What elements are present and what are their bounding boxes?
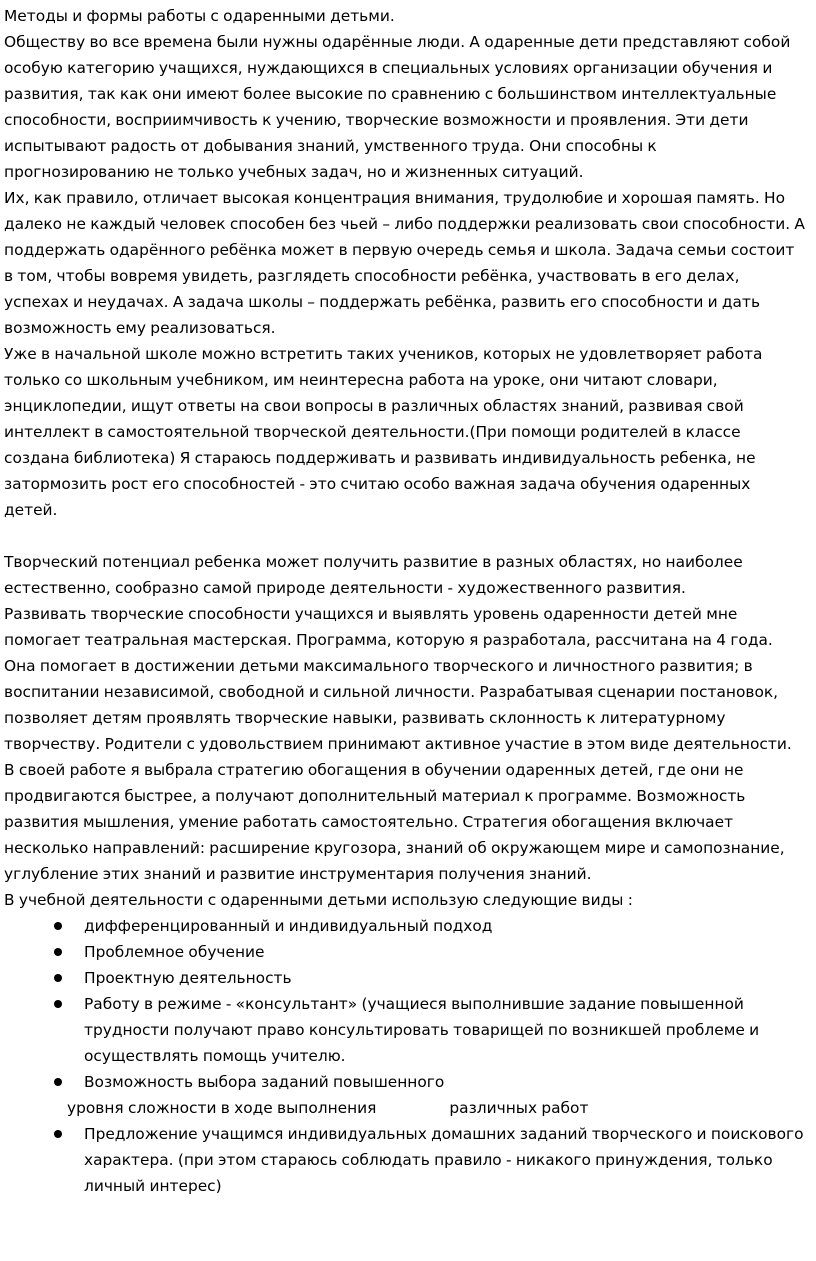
bullet-icon [54, 1000, 62, 1008]
list-item-text: Проектную деятельность [84, 969, 292, 987]
list-item-text: Проблемное обучение [84, 943, 265, 961]
paragraph-8: В учебной деятельности с одаренными детьми использую следующие виды : [4, 891, 633, 909]
bullet-icon [54, 1078, 62, 1086]
list-item [84, 939, 806, 965]
list-item [84, 1121, 806, 1199]
list-item-text: дифференцированный и индивидуальный подход [84, 917, 493, 935]
list-item [84, 913, 806, 939]
bullet-icon [54, 948, 62, 956]
paragraph-1: Обществу во все времена были нужны одарённые люди. А одаренные дети представляют собой особую категорию учащихся, нуждающихся в специальных условиях организации обучения и развития, так как они имеют более высокие по сравнению с большинством интеллектуальные способности, восприимчивость к учению, творческие возможности и проявления. Эти дети испытывают радость от добывания знаний, умственного труда. Они способны к прогнозированию не только учебных задач, но и жизненных ситуаций. [4, 33, 791, 181]
bullet-icon [54, 974, 62, 982]
document-title: Методы и формы работы с одаренными детьми. [4, 7, 395, 25]
paragraph-4: Творческий потенциал ребенка может получить развитие в разных областях, но наиболее естественно, сообразно самой природе деятельности - художественного развития. [4, 553, 743, 597]
bullet-icon [54, 922, 62, 930]
methods-list [4, 913, 806, 1199]
paragraph-3: Уже в начальной школе можно встретить таких учеников, которых не удовлетворяет работа только со школьным учебником, им неинтересна работа на уроке, они читают словари, энциклопедии, ищут ответы на свои вопросы в различных областях знаний, развивая свой интеллект в самостоятельной творческой деятельности.(При помощи родителей в классе создана библиотека) Я стараюсь поддерживать и развивать индивидуальность ребенка, не затормозить рост его способностей - это считаю особо важная задача обучения одаренных детей. [4, 345, 763, 519]
paragraph-6: Она помогает в достижении детьми максимального творческого и личностного развития; в воспитании независимой, свободной и сильной личности. Разрабатывая сценарии постановок, позволяет детям проявлять творческие навыки, развивать склонность к литературному творчеству. Родители с удовольствием принимают активное участие в этом виде деятельности. [4, 657, 792, 753]
list-item [84, 991, 806, 1069]
list-item-text: Работу в режиме - «консультант» (учащиеся выполнившие задание повышенной трудности получают право консультировать товарищей по возникшей проблеме и осуществлять помощь учителю. [84, 995, 760, 1065]
blank-line [4, 523, 806, 549]
list-item [84, 965, 806, 991]
bullet-icon [54, 1130, 62, 1138]
list-item-text: Возможность выбора заданий повышенного [84, 1073, 445, 1091]
list-item [67, 1069, 806, 1121]
paragraph-5: Развивать творческие способности учащихся и выявлять уровень одаренности детей мне помогает театральная мастерская. Программа, которую я разработала, рассчитана на 4 года. [4, 605, 773, 649]
paragraph-7: В своей работе я выбрала стратегию обогащения в обучении одаренных детей, где они не продвигаются быстрее, а получают дополнительный материал к программе. Возможность развития мышления, умение работать самостоятельно. Стратегия обогащения включает несколько направлений: расширение кругозора, знаний об окружающем мире и самопознание, углубление этих знаний и развитие инструментария получения знаний. [4, 761, 785, 883]
paragraph-2: Их, как правило, отличает высокая концентрация внимания, трудолюбие и хорошая память. Но далеко не каждый человек способен без чьей – либо поддержки реализовать свои способности. А поддержать одарённого ребёнка может в первую очередь семья и школа. Задача семьи состоит в том, чтобы вовремя увидеть, разглядеть способности ребёнка, участвовать в его делах, успехах и неудачах. А задача школы – поддержать ребёнка, развить его способности и дать возможность ему реализоваться. [4, 189, 805, 337]
list-item-text: Предложение учащимся индивидуальных домашних заданий творческого и поискового характера. (при этом стараюсь соблюдать правило - никакого принуждения, только личный интерес) [84, 1125, 804, 1195]
list-item-continuation: уровня сложности в ходе выполнения различных работ [67, 1099, 589, 1117]
